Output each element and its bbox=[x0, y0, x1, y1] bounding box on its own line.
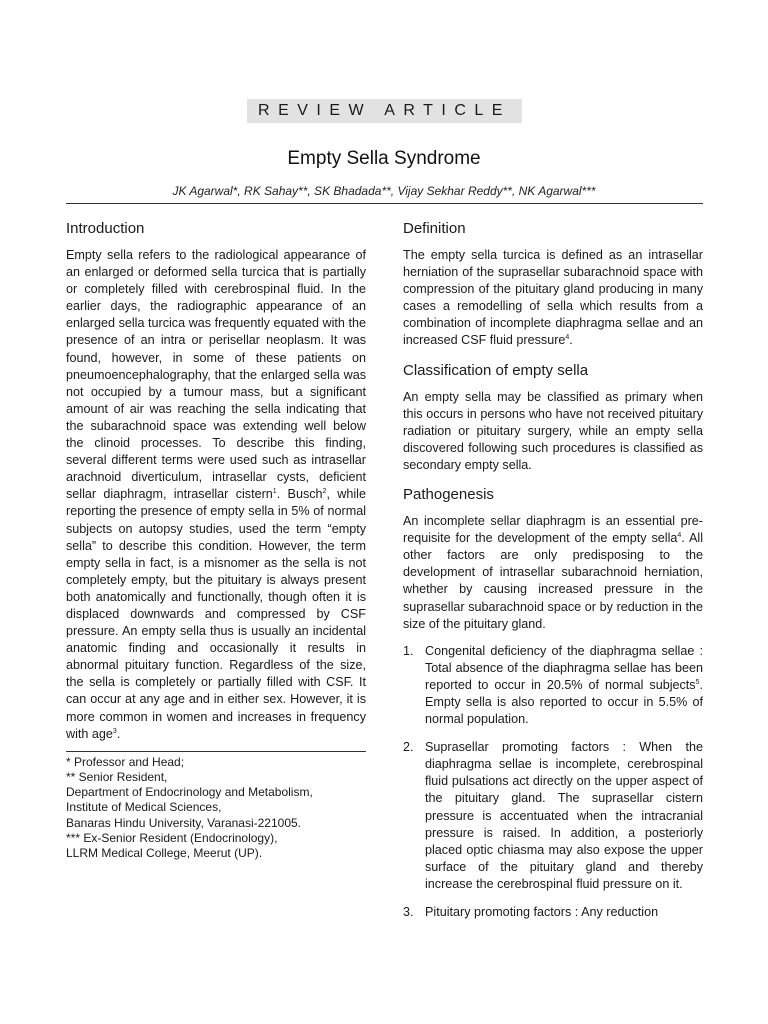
list-item: 1. Congenital deficiency of the diaphragma sellae : Total absence of the diaphragma sellae has been reported to occur in 20.5% of normal subjects$^5$. Empty sella is also reported to occur in 5.5% of normal population. bbox=[403, 643, 703, 727]
article-type-banner: REVIEW ARTICLE bbox=[247, 99, 522, 123]
introduction-heading: Introduction bbox=[66, 220, 145, 237]
definition-paragraph: The empty sella turcica is defined as an intrasellar herniation of the suprasellar subarachnoid space with compression of the pituitary gland producing in many cases a remodelling of sella which results from a combination of incomplete diaphragma sellae and an increased CSF fluid pressure$^4$. bbox=[403, 248, 703, 348]
author-list: JK Agarwal*, RK Sahay**, SK Bhadada**, Vijay Sekhar Reddy**, NK Agarwal*** bbox=[172, 184, 596, 198]
footnote-line: Institute of Medical Sciences, bbox=[66, 800, 222, 815]
article-title: Empty Sella Syndrome bbox=[287, 148, 481, 169]
pathogenesis-heading: Pathogenesis bbox=[403, 486, 494, 504]
footnote-line: Department of Endocrinology and Metabolism, bbox=[66, 785, 313, 800]
introduction-paragraph: Empty sella refers to the radiological appearance of an enlarged or deformed sella turcica that is partially or completely filled with cerebrospinal fluid. In the earlier days, the radiographic appearance of an enlarged sella turcica was frequently equated with the presence of an intra or perisellar neoplasm. It was found, however, in some of these patients on pneumoencephalography, that the enlarged sella was not occupied by a tumour mass, but a significant amount of air was reaching the sella indicating that the subarachnoid space was extending well below the clinoid processes. To describe this finding, several different terms were used such as intrasellar arachnoid diverticulum, intrasellar cysts, deficient sellar diaphragm, intrasellar cistern$^1$. Busch$^2$, while reporting the presence of empty sella in 5% of normal subjects on autopsy studies, used the term “empty sella” to describe this condition. However, the term empty sella in fact, is a misnomer as the sella is not completely empty, but the pituitary is always present both anatomically and functionally, though often it is displaced downwards and compressed by CSF pressure. An empty sella thus is usually an incidental anatomic finding and occasionally it results in abnormal pituitary function. Regardless of the size, the sella is completely or partially filled with CSF. It can occur at any age and in either sex. However, it is more common in women and increases in frequency with age$^3$. bbox=[66, 248, 366, 741]
right-column bbox=[403, 220, 703, 933]
list-item: 3. Pituitary promoting factors : Any reduction bbox=[403, 905, 659, 919]
citation-ref: 2 bbox=[322, 488, 327, 496]
footnote-line: LLRM Medical College, Meerut (UP). bbox=[66, 845, 263, 860]
citation-ref: 3 bbox=[112, 727, 117, 735]
classification-heading: Classification of empty sella bbox=[403, 361, 589, 379]
citation-ref: 4 bbox=[565, 334, 570, 342]
definition-section bbox=[403, 220, 703, 350]
citation-ref: 4 bbox=[677, 531, 682, 539]
pathogenesis-paragraph: An incomplete sellar diaphragm is an essential pre-requisite for the development of the empty sella$^4$. All other factors are only predisposing to the development of intrasellar subarachnoid herniation, whether by causing increased pressure in the suprasellar subarachnoid space or by reduction in the size of the pituitary gland. bbox=[403, 514, 703, 631]
left-column bbox=[66, 220, 366, 861]
footnote-line: ** Senior Resident, bbox=[66, 769, 168, 784]
footnote-line: *** Ex-Senior Resident (Endocrinology), bbox=[66, 830, 278, 845]
definition-heading: Definition bbox=[403, 220, 466, 237]
pathogenesis-factor-list bbox=[403, 643, 703, 921]
list-item: 2. Suprasellar promoting factors : When the diaphragma sellae is incomplete, cerebrospinal fluid pulsations act directly on the upper aspect of the pituitary gland. The suprasellar cistern pressure is accentuated when the intracranial pressure is raised. In addition, a posteriorly placed optic chiasma may also expose the upper surface of the pituitary gland and thereby increase the cerebrospinal fluid pressure on it. bbox=[403, 740, 703, 891]
footnote-line: * Professor and Head; bbox=[66, 754, 185, 769]
footnote-line: Banaras Hindu University, Varanasi-221005. bbox=[66, 815, 302, 830]
citation-ref: 5 bbox=[695, 678, 700, 686]
header-divider bbox=[66, 203, 703, 204]
classification-section bbox=[403, 362, 703, 474]
classification-paragraph: An empty sella may be classified as primary when this occurs in persons who have not received pituitary radiation or pituitary surgery, while an empty sella discovered following such procedures is classified as secondary empty sella. bbox=[403, 389, 703, 472]
author-affiliations bbox=[66, 755, 366, 861]
pathogenesis-section bbox=[403, 486, 703, 921]
footnote-divider bbox=[66, 751, 366, 752]
citation-ref: 1 bbox=[272, 488, 277, 496]
